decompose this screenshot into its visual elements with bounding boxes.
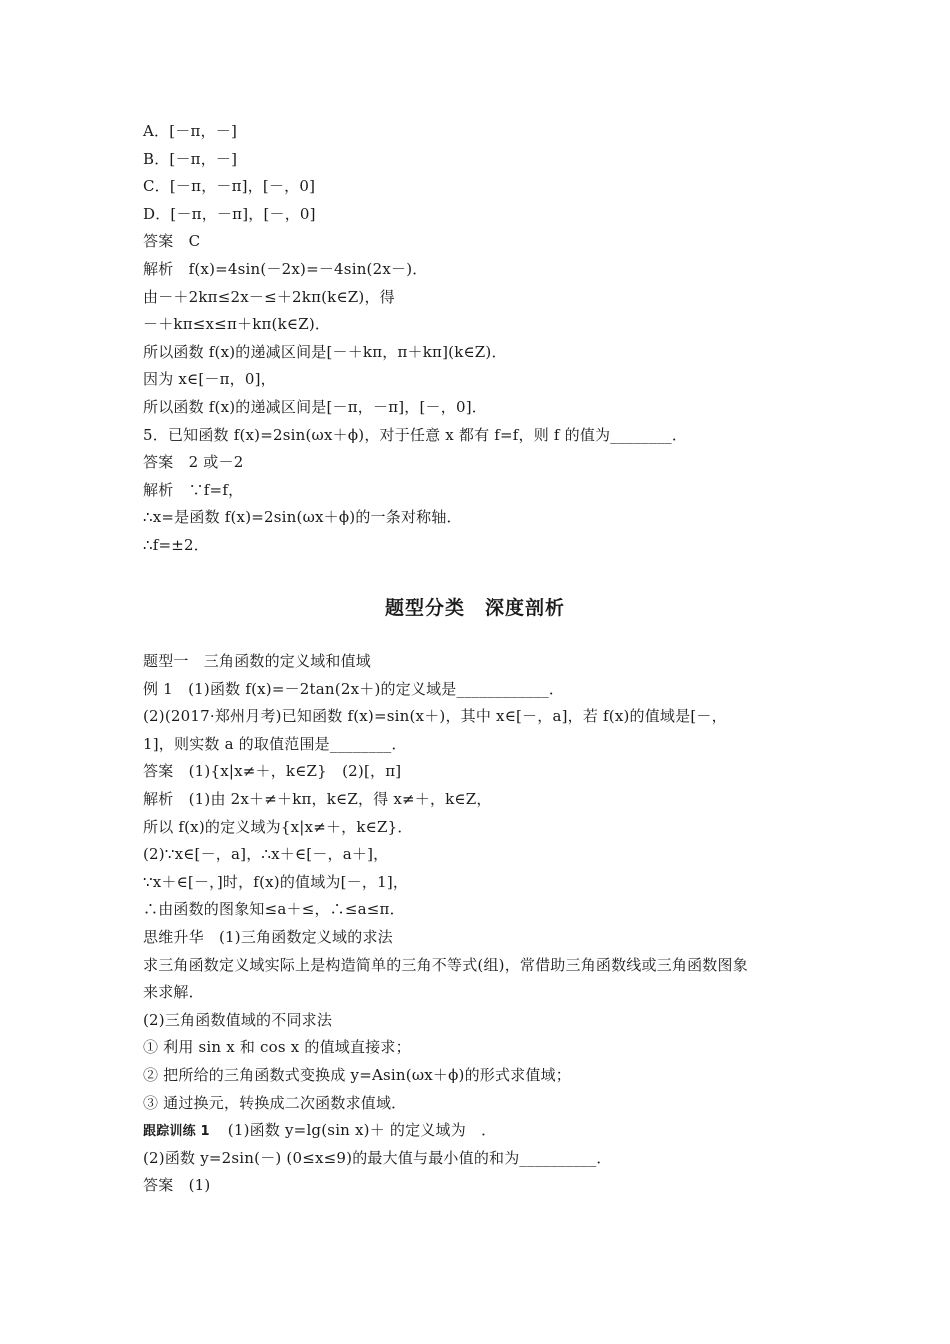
text-line: 由－＋2kπ≤2x－≤＋2kπ(k∈Z)，得 [143,287,395,306]
text-line: 1]，则实数 a 的取值范围是________． [143,734,407,753]
section-heading: 题型分类 深度剖析 [384,597,565,619]
text-line: 答案 2 或－2 [143,453,244,472]
answer-section [143,118,823,560]
text-line: (2)(2017·郑州月考)已知函数 f(x)=sin(x＋)，其中 x∈[－，a]，若 f(x)的值域是[－， [143,707,727,726]
text-line: 因为 x∈[－π，0]， [143,370,276,389]
practice-text: (1)函数 y=lg(sin x)＋ 的定义域为 ． [227,1121,497,1140]
text-line: 答案 (1){x|x≠＋，k∈Z} (2)[，π] [143,762,402,781]
text-line: 解析 f(x)=4sin(－2x)=－4sin(2x－)． [143,259,428,278]
text-line: (2)三角函数值域的不同求法 [143,1010,333,1029]
practice-tag: 跟踪训练 1 [143,1124,210,1140]
text-line: 所以函数 f(x)的递减区间是[－π，－π]，[－，0]． [143,397,487,416]
text-line: 解析 ∵f=f， [143,480,244,499]
text-line: 来求解． [143,983,204,1002]
text-line: C．[－π，－π]，[－，0] [143,177,316,196]
text-line: 答案 C [143,232,201,251]
text-line: A．[－π，－] [143,122,237,140]
text-line: 思维升华 (1)三角函数定义域的求法 [143,927,393,946]
practice-line [143,1117,823,1145]
text-line: 所以 f(x)的定义域为{x|x≠＋，k∈Z}． [143,817,413,836]
text-line: ② 把所给的三角函数式变换成 y=Asin(ωx＋ϕ)的形式求值域； [143,1065,571,1084]
text-line: (2)∵x∈[－，a]，∴x＋∈[－，a＋]， [143,845,389,864]
text-line: 题型一 三角函数的定义域和值域 [143,652,372,670]
text-line: 例 1 (1)函数 f(x)=－2tan(2x＋)的定义域是____________． [143,679,565,698]
text-line: 答案 (1) [143,1176,211,1195]
text-line: ∴f=±2． [143,535,209,554]
text-line: ③ 通过换元，转换成二次函数求值域． [143,1093,407,1112]
text-line: 所以函数 f(x)的递减区间是[－＋kπ，π＋kπ](k∈Z)． [143,342,507,361]
text-line: 解析 (1)由 2x＋≠＋kπ，k∈Z，得 x≠＋，k∈Z， [143,789,492,808]
text-line: ∴x=是函数 f(x)=2sin(ωx＋ϕ)的一条对称轴． [143,508,462,527]
text-line: －＋kπ≤x≤π＋kπ(k∈Z)． [143,315,331,334]
example-section [143,648,823,1200]
text-line: ∴由函数的图象知≤a＋≤，∴≤a≤π． [143,900,405,919]
text-line: (2)函数 y=2sin(－) (0≤x≤9)的最大值与最小值的和为__________． [143,1148,612,1167]
text-line: B．[－π，－] [143,149,238,168]
text-line: ∵x＋∈[－，]时，f(x)的值域为[－，1]， [143,872,409,891]
text-line: 5．已知函数 f(x)=2sin(ωx＋ϕ)，对于任意 x 都有 f=f，则 f 的值为________． [143,425,688,444]
text-line: D．[－π，－π]，[－，0] [143,204,316,223]
text-line: 求三角函数定义域实际上是构造简单的三角不等式(组)，常借助三角函数线或三角函数图象 [143,955,748,974]
text-line: ① 利用 sin x 和 cos x 的值域直接求； [143,1038,411,1057]
